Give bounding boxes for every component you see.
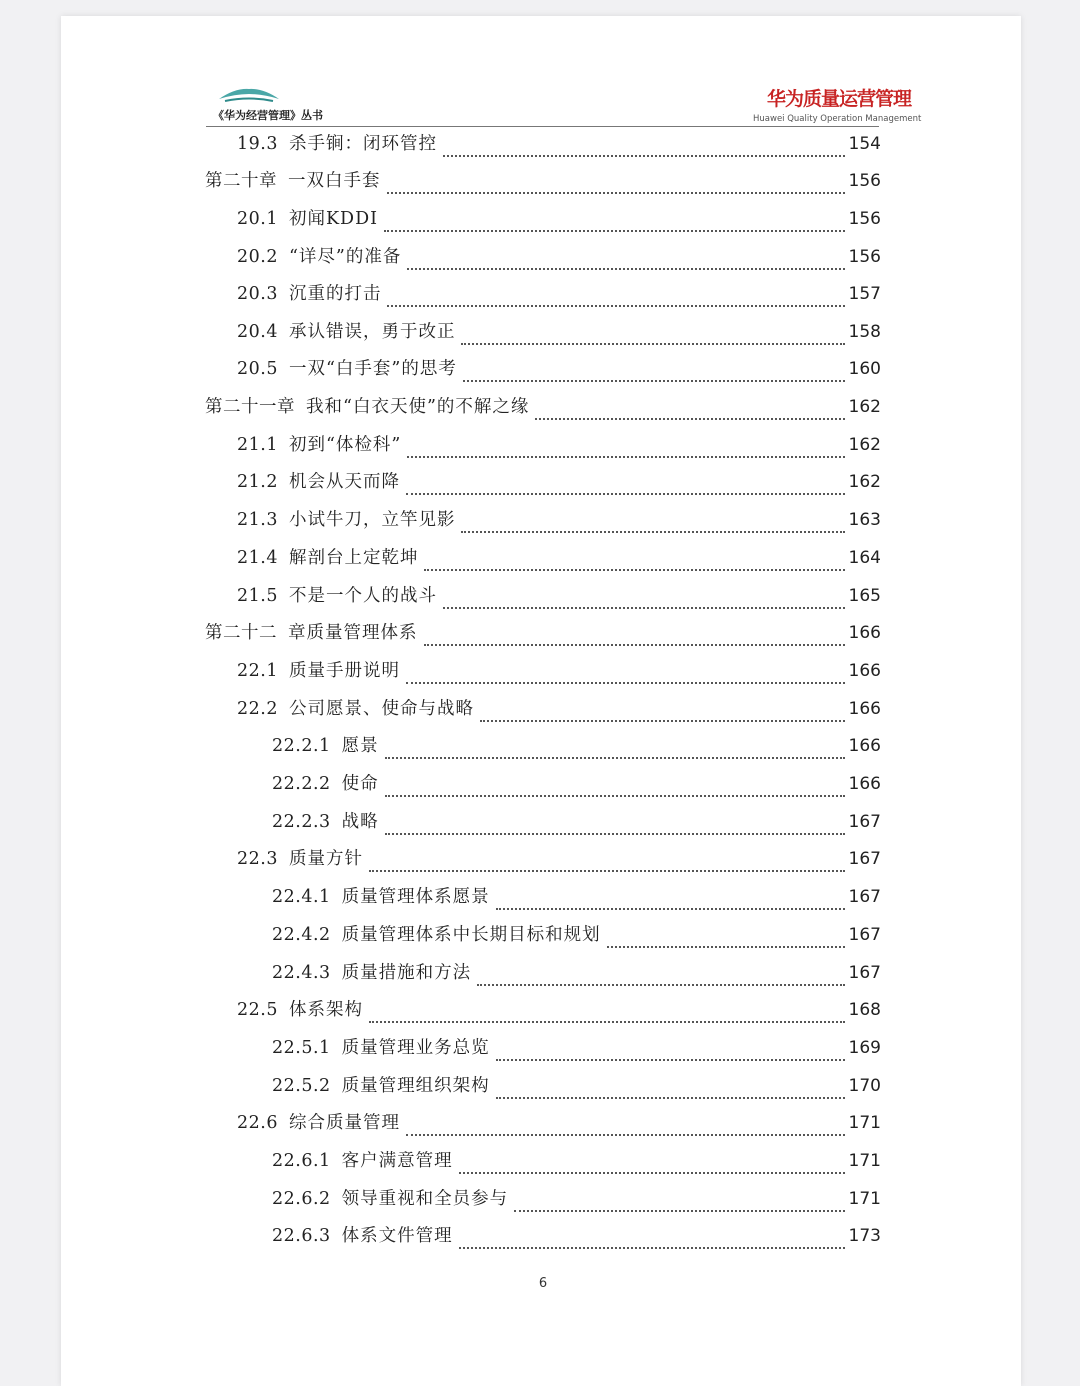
dot-leader	[406, 486, 845, 495]
toc-entry-number: 22.3	[237, 849, 278, 869]
dot-leader	[459, 1240, 845, 1249]
toc-entry-number: 22.6	[237, 1113, 278, 1133]
toc-entry-page: 164	[848, 548, 881, 568]
toc-entry[interactable]	[272, 922, 881, 948]
toc-entry-number: 21.5	[237, 586, 278, 606]
toc-entry-title: 愿景	[341, 736, 379, 756]
toc-entry-page: 160	[848, 359, 881, 379]
toc-entry-title: 承认错误，勇于改正	[288, 322, 456, 342]
toc-entry[interactable]	[272, 733, 881, 759]
dot-leader	[461, 336, 844, 345]
toc-entry-title: 战略	[341, 812, 379, 832]
toc-entry-number: 21.1	[237, 435, 278, 455]
toc-entry[interactable]	[237, 507, 881, 533]
toc-entry[interactable]	[237, 206, 881, 232]
toc-entry-title: 我和“白衣天使”的不解之缘	[306, 397, 530, 417]
toc-entry-page: 163	[848, 510, 881, 530]
toc-entry-number: 20.3	[237, 284, 278, 304]
toc-entry[interactable]	[237, 356, 881, 382]
toc-entry-number: 20.5	[237, 359, 278, 379]
toc-entry-number: 21.4	[237, 548, 278, 568]
toc-entry[interactable]	[237, 997, 881, 1023]
dot-leader	[387, 185, 845, 194]
toc-entry[interactable]	[272, 884, 881, 910]
toc-entry-number: 22.2.2	[272, 774, 331, 794]
toc-entry-number: 21.2	[237, 472, 278, 492]
brand-subtitle: Huawei Quality Operation Management	[753, 114, 922, 124]
toc-entry-page: 166	[848, 661, 881, 681]
toc-entry-title: 质量管理体系愿景	[341, 887, 490, 907]
toc-entry[interactable]	[237, 1110, 881, 1136]
toc-entry[interactable]	[272, 1186, 881, 1212]
toc-entry[interactable]	[237, 658, 881, 684]
toc-entry-page: 166	[848, 623, 881, 643]
toc-entry-title: 小试牛刀，立竿见影	[288, 510, 456, 530]
toc-entry[interactable]	[272, 1073, 881, 1099]
dot-leader	[443, 600, 845, 609]
toc-entry-page: 165	[848, 586, 881, 606]
toc-entry-number: 22.4.3	[272, 963, 331, 983]
toc-entry-page: 171	[848, 1113, 881, 1133]
dot-leader	[607, 939, 845, 948]
toc-entry[interactable]	[272, 1223, 881, 1249]
toc-entry-number: 22.2	[237, 699, 278, 719]
toc-entry-number: 22.6.2	[272, 1189, 331, 1209]
toc-entry-number: 20.2	[237, 247, 278, 267]
toc-entry[interactable]	[205, 394, 881, 420]
dot-leader	[385, 826, 845, 835]
toc-entry-page: 166	[848, 736, 881, 756]
toc-entry-page: 154	[848, 134, 881, 154]
toc-entry[interactable]	[237, 244, 881, 270]
toc-entry-number: 22.2.1	[272, 736, 331, 756]
toc-entry-title: 一双“白手套”的思考	[288, 359, 457, 379]
toc-entry-title: 一双白手套	[288, 171, 381, 191]
toc-entry-title: 初到“体检科”	[288, 435, 402, 455]
dot-leader	[369, 863, 845, 872]
dot-leader	[461, 524, 844, 533]
toc-entry-page: 168	[848, 1000, 881, 1020]
toc-entry-number: 22.5.2	[272, 1076, 331, 1096]
toc-entry-title: “详尽”的准备	[288, 247, 402, 267]
toc-entry-page: 170	[848, 1076, 881, 1096]
toc-entry-title: 不是一个人的战斗	[288, 586, 437, 606]
toc-entry[interactable]	[237, 583, 881, 609]
toc-entry-number: 20.1	[237, 209, 278, 229]
dot-leader	[385, 750, 845, 759]
toc-entry[interactable]	[237, 319, 881, 345]
dot-leader	[384, 223, 845, 232]
toc-entry-page: 156	[848, 171, 881, 191]
toc-entry-title: 质量管理体系中长期目标和规划	[341, 925, 601, 945]
toc-entry-title: 沉重的打击	[288, 284, 382, 304]
toc-entry-number: 21.3	[237, 510, 278, 530]
toc-entry-page: 171	[848, 1151, 881, 1171]
toc-entry-title: 初闻KDDI	[288, 209, 379, 229]
toc-entry[interactable]	[205, 620, 881, 646]
toc-entry-number: 22.5.1	[272, 1038, 331, 1058]
toc-entry-number: 22.4.2	[272, 925, 331, 945]
toc-entry-title: 机会从天而降	[288, 472, 400, 492]
toc-entry-number: 第二十章	[205, 171, 277, 191]
toc-entry-page: 156	[848, 209, 881, 229]
toc-entry[interactable]	[237, 432, 881, 458]
dot-leader	[459, 1165, 845, 1174]
dot-leader	[406, 1127, 845, 1136]
dot-leader	[387, 298, 844, 307]
toc-entry[interactable]	[205, 168, 881, 194]
toc-entry-number: 22.2.3	[272, 812, 331, 832]
toc-entry-page: 167	[848, 963, 881, 983]
toc-entry-page: 167	[848, 849, 881, 869]
toc-entry-number: 第二十二	[205, 623, 277, 643]
toc-entry-number: 22.4.1	[272, 887, 331, 907]
toc-entry-title: 使命	[341, 774, 379, 794]
dot-leader	[480, 713, 845, 722]
toc-entry-page: 173	[848, 1226, 881, 1246]
page-number: 6	[538, 1276, 548, 1291]
toc-entry-page: 162	[848, 397, 881, 417]
dot-leader	[424, 637, 845, 646]
toc-entry[interactable]	[237, 545, 881, 571]
toc-entry[interactable]	[272, 771, 881, 797]
dot-leader	[463, 373, 845, 382]
dot-leader	[406, 675, 845, 684]
toc-entry-number: 19.3	[237, 134, 278, 154]
toc-entry-title: 质量方针	[288, 849, 363, 869]
toc-entry[interactable]	[237, 846, 881, 872]
toc-entry-title: 质量手册说明	[288, 661, 400, 681]
toc-entry-page: 171	[848, 1189, 881, 1209]
toc-entry-number: 第二十一章	[205, 397, 295, 417]
dot-leader	[443, 148, 845, 157]
dot-leader	[496, 1052, 845, 1061]
toc-entry-title: 质量管理组织架构	[341, 1076, 490, 1096]
toc-entry-page: 162	[848, 435, 881, 455]
toc-entry-number: 22.1	[237, 661, 278, 681]
brand-title: 华为质量运营管理	[767, 88, 912, 110]
toc-entry[interactable]	[237, 281, 881, 307]
toc-entry[interactable]	[272, 960, 881, 986]
dot-leader	[477, 977, 844, 986]
toc-entry-title: 杀手锏：闭环管控	[288, 134, 437, 154]
toc-entry-page: 158	[848, 322, 881, 342]
dot-leader	[385, 788, 845, 797]
toc-entry-title: 解剖台上定乾坤	[288, 548, 419, 568]
series-title: 《华为经营管理》丛书	[213, 109, 323, 122]
toc-entry-title: 章质量管理体系	[288, 623, 418, 643]
toc-entry-page: 167	[848, 925, 881, 945]
toc-entry-page: 169	[848, 1038, 881, 1058]
toc-entry-title: 质量措施和方法	[341, 963, 472, 983]
toc-entry[interactable]	[272, 1035, 881, 1061]
dot-leader	[369, 1014, 845, 1023]
toc-entry-number: 22.6.1	[272, 1151, 331, 1171]
toc-entry-page: 162	[848, 472, 881, 492]
toc-entry-title: 体系文件管理	[341, 1226, 453, 1246]
toc-entry[interactable]	[237, 696, 881, 722]
toc-entry[interactable]	[272, 1148, 881, 1174]
toc-entry-title: 质量管理业务总览	[341, 1038, 490, 1058]
toc-entry-page: 166	[848, 774, 881, 794]
dot-leader	[424, 562, 844, 571]
toc-entry-title: 领导重视和全员参与	[341, 1189, 509, 1209]
toc-entry-page: 156	[848, 247, 881, 267]
dot-leader	[535, 411, 844, 420]
dot-leader	[407, 449, 844, 458]
toc-entry-page: 166	[848, 699, 881, 719]
toc-entry-page: 157	[848, 284, 881, 304]
dot-leader	[407, 261, 844, 270]
dot-leader	[496, 901, 845, 910]
toc-entry[interactable]	[237, 469, 881, 495]
toc-entry-page: 167	[848, 812, 881, 832]
toc-entry-title: 体系架构	[288, 1000, 363, 1020]
toc-entry-title: 综合质量管理	[288, 1113, 400, 1133]
toc-entry-title: 公司愿景、使命与战略	[288, 699, 474, 719]
dot-leader	[496, 1090, 845, 1099]
toc-entry[interactable]	[237, 131, 881, 157]
toc-entry-title: 客户满意管理	[341, 1151, 453, 1171]
toc-entry-number: 20.4	[237, 322, 278, 342]
toc-entry[interactable]	[272, 809, 881, 835]
toc-entry-number: 22.5	[237, 1000, 278, 1020]
dot-leader	[514, 1203, 844, 1212]
toc-entry-page: 167	[848, 887, 881, 907]
toc-entry-number: 22.6.3	[272, 1226, 331, 1246]
